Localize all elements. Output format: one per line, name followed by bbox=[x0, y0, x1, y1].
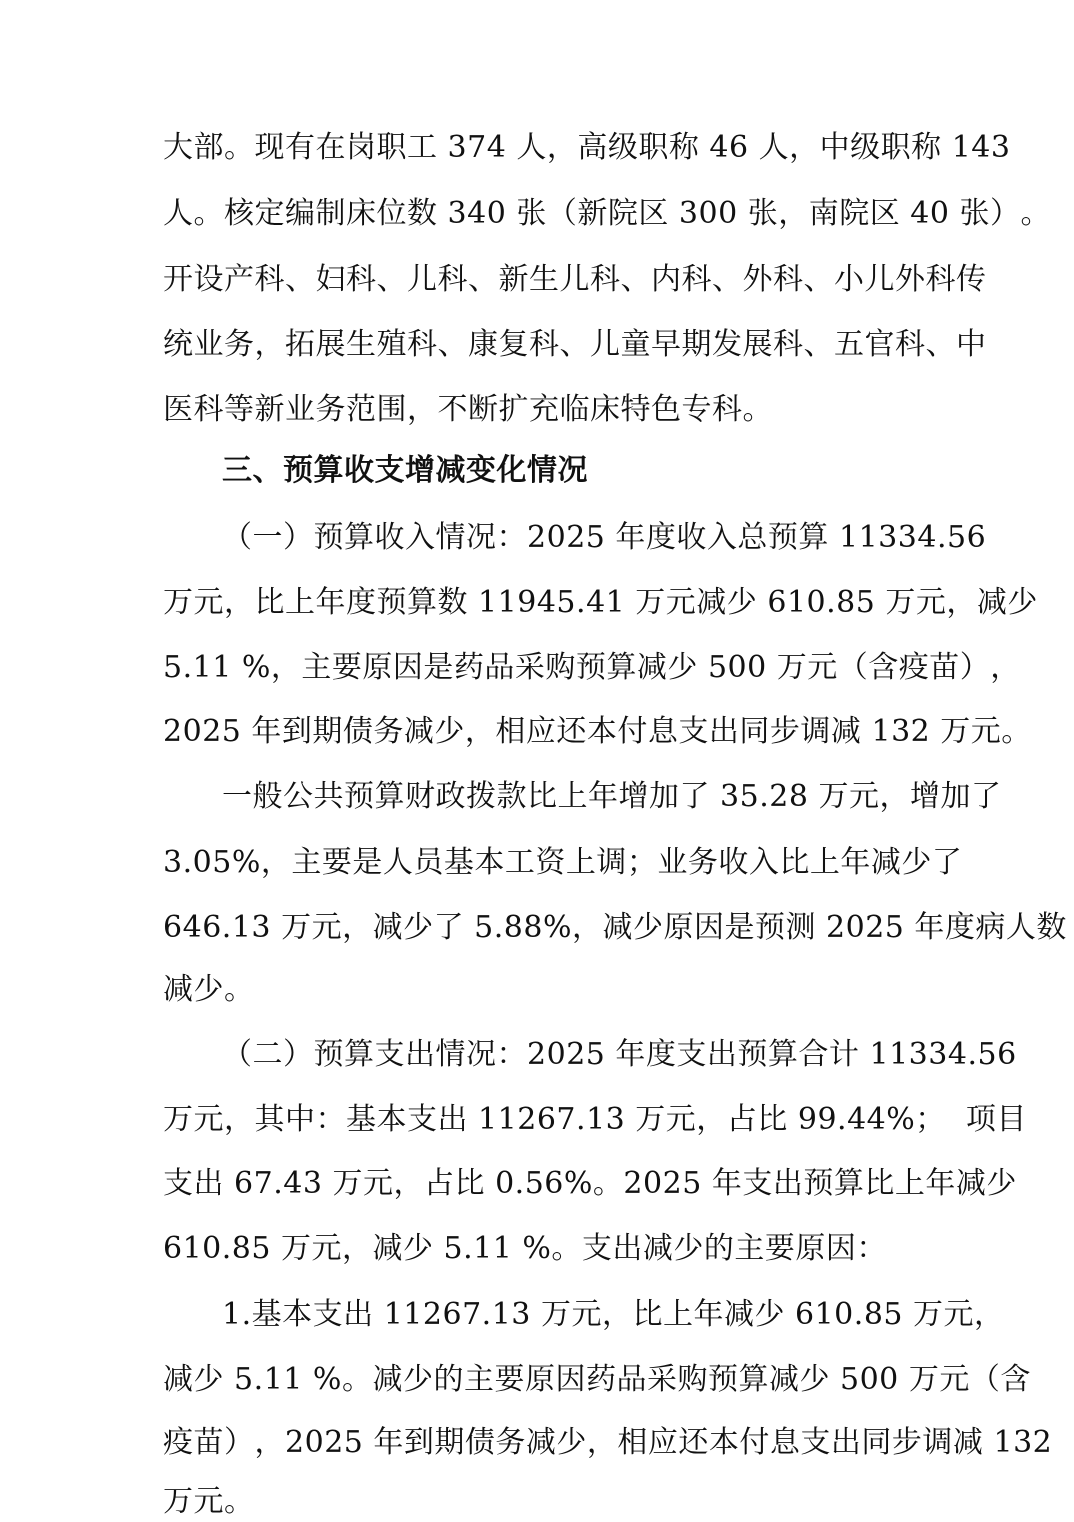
text-line: 6 4 6 . 1 3 万 元 ， 减 少 了 5 . 8 8 % ， 减 少 原 因 是 预 测 2 0 2 5 年 度 病 人 数 bbox=[163, 910, 1067, 945]
text-line: 人 。 核 定 编 制 床 位 数 3 4 0 张 （ 新 院 区 3 0 0 张 ， 南 院 区 4 0 张 ） 。 bbox=[163, 196, 1052, 231]
section-heading: 三、预算收支增减变化情况 bbox=[222, 453, 588, 488]
text-line: 统 业 务 ， 拓 展 生 殖 科 、 康 复 科 、 儿 童 早 期 发 展 科 、 五 官 科 、 中 bbox=[163, 327, 987, 362]
text-line: 开 设 产 科 、 妇 科 、 儿 科 、 新 生 儿 科 、 内 科 、 外 科 、 小 儿 外 科 传 bbox=[163, 262, 987, 297]
text-line: 支 出 6 7 . 4 3 万 元 ， 占 比 0 . 5 6 % 。 2 0 2 5 年 支 出 预 算 比 上 年 减 少 bbox=[163, 1166, 1017, 1201]
text-line: 大 部 。 现 有 在 岗 职 工 3 7 4 人 ， 高 级 职 称 4 6 人 ， 中 级 职 称 1 4 3 bbox=[163, 130, 1011, 165]
text-line: 疫 苗 ） ， 2 0 2 5 年 到 期 债 务 减 少 ， 相 应 还 本 付 息 支 出 同 步 调 减 1 3 2 bbox=[163, 1425, 1053, 1460]
text-line: 万元。 bbox=[163, 1484, 255, 1519]
text-line: 减 少 5 . 1 1 % 。 减 少 的 主 要 原 因 药 品 采 购 预 算 减 少 5 0 0 万 元 （ 含 bbox=[163, 1362, 1031, 1397]
text-line: 万 元 ， 比 上 年 度 预 算 数 1 1 9 4 5 . 4 1 万 元 减 少 6 1 0 . 8 5 万 元 ， 减 少 bbox=[163, 585, 1038, 620]
text-line: 3 . 0 5 % ， 主 要 是 人 员 基 本 工 资 上 调 ； 业 务 收 入 比 上 年 减 少 了 bbox=[163, 845, 963, 880]
text-line: 减少。 bbox=[163, 972, 255, 1007]
text-line: （ 一 ） 预 算 收 入 情 况 ： 2 0 2 5 年 度 收 入 总 预 算 1 1 3 3 4 . 5 6 bbox=[222, 520, 987, 555]
text-line: 医科等新业务范围，不断扩充临床特色专科。 bbox=[163, 392, 773, 427]
text-line: 万 元 ， 其 中 ： 基 本 支 出 1 1 2 6 7 . 1 3 万 元 ， 占 比 9 9 . 4 4 % ； 项 目 bbox=[163, 1102, 1027, 1137]
text-line: 一 般 公 共 预 算 财 政 拨 款 比 上 年 增 加 了 3 5 . 2 8 万 元 ， 增 加 了 bbox=[222, 779, 1002, 814]
text-line: 610.85 万元，减少 5.11 %。支出减少的主要原因： bbox=[163, 1231, 887, 1266]
text-line: 1 . 基 本 支 出 1 1 2 6 7 . 1 3 万 元 ， 比 上 年 减 少 6 1 0 . 8 5 万 元 ， bbox=[222, 1297, 1005, 1332]
text-line: 5 . 1 1 % ， 主 要 原 因 是 药 品 采 购 预 算 减 少 5 0 0 万 元 （ 含 疫 苗 ） ， bbox=[163, 650, 1021, 685]
text-line: 2 0 2 5 年 到 期 债 务 减 少 ， 相 应 还 本 付 息 支 出 同 步 调 减 1 3 2 万 元 。 bbox=[163, 714, 1032, 749]
text-line: （ 二 ） 预 算 支 出 情 况 ： 2 0 2 5 年 度 支 出 预 算 合 计 1 1 3 3 4 . 5 6 bbox=[222, 1037, 1017, 1072]
